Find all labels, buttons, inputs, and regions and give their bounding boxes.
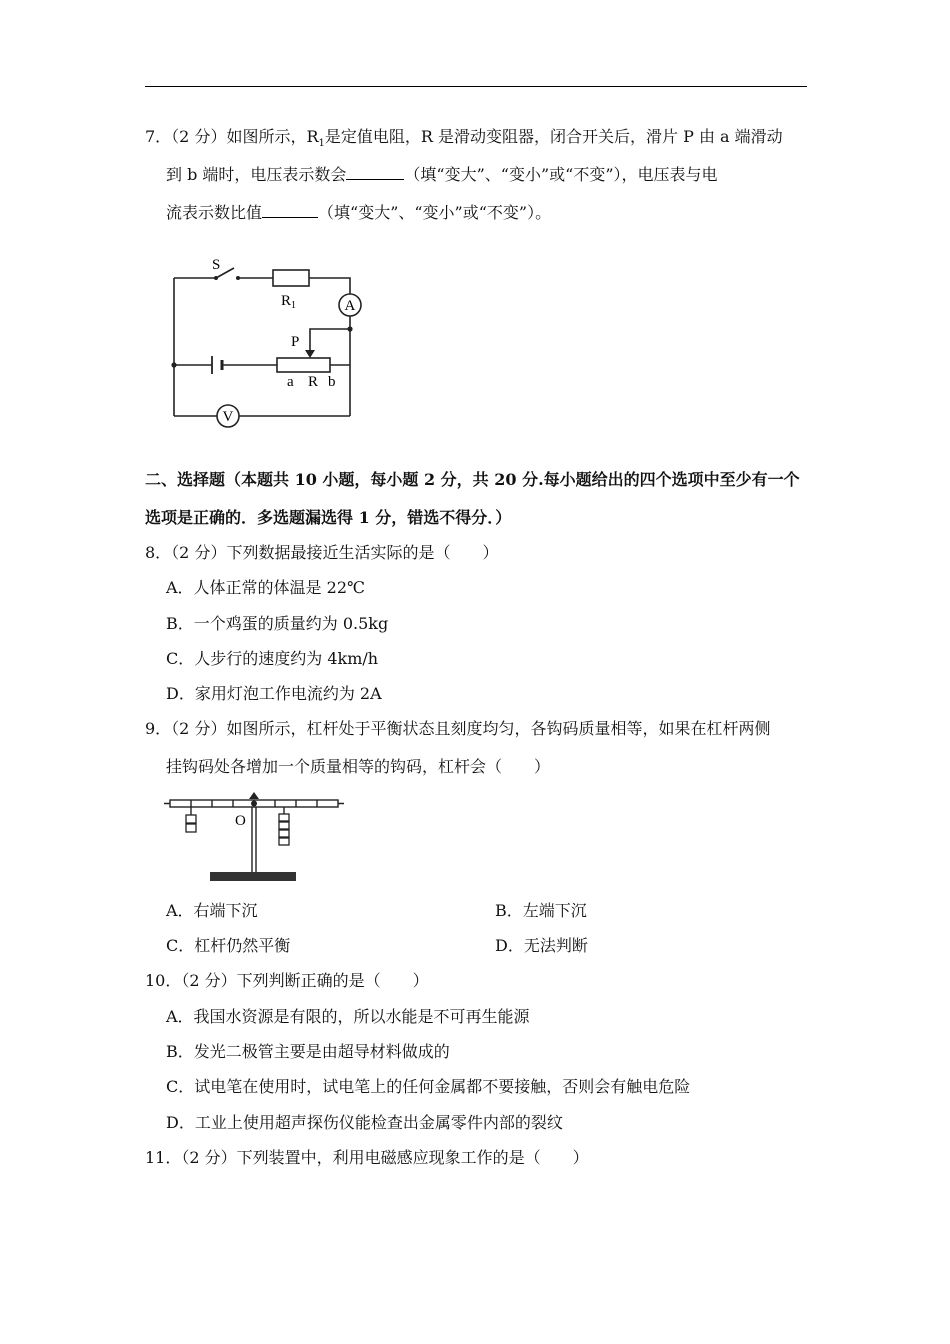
rheostat-end-b-label: b (328, 374, 336, 390)
q9-option-b[interactable]: B．左端下沉 (495, 901, 587, 920)
q7-line-3-b: （填“变大”、“变小”或“不变”）。 (318, 203, 552, 222)
section2-heading-line-1: 二、选择题（本题共 10 小题，每小题 2 分，共 20 分.每小题给出的四个选项中至少有一个 (145, 470, 800, 489)
q7-line-2 (166, 165, 718, 185)
q7-line-2-b: （填“变大”、“变小”或“不变”），电压表与电 (404, 165, 718, 184)
circuit-r1-label (281, 293, 296, 311)
q9-line-1: 9．（2 分）如图所示，杠杆处于平衡状态且刻度均匀，各钩码质量相等，如果在杠杆两侧 (145, 719, 771, 738)
q8-option-b[interactable]: B．一个鸡蛋的质量约为 0.5kg (166, 614, 389, 633)
ammeter-label: A (344, 298, 356, 314)
q7-r1-subscript: 1 (318, 138, 325, 150)
rheostat-r-label: R (308, 374, 319, 390)
header-rule (145, 86, 807, 87)
q8-option-c[interactable]: C．人步行的速度约为 4km/h (166, 649, 379, 668)
q10-stem: 10．（2 分）下列判断正确的是（ ） (145, 971, 429, 990)
rheostat-end-a-label: a (287, 374, 294, 390)
q8-stem: 8．（2 分）下列数据最接近生活实际的是（ ） (145, 543, 499, 562)
q9-option-d[interactable]: D．无法判断 (495, 936, 588, 955)
q7-answer-blank-1[interactable] (346, 165, 404, 180)
q7-line-1-b: 是定值电阻，R 是滑动变阻器，闭合开关后，滑片 P 由 a 端滑动 (324, 127, 783, 146)
q7-circuit-diagram (160, 250, 370, 440)
circuit-switch-label: S (212, 257, 221, 273)
q7-line-1 (145, 127, 783, 154)
q7-line-3 (166, 203, 551, 223)
voltmeter-label: V (222, 409, 234, 425)
lever-pivot-label: O (235, 813, 246, 829)
q11-stem: 11．（2 分）下列装置中，利用电磁感应现象工作的是（ ） (145, 1148, 589, 1167)
q7-line-2-a: 到 b 端时，电压表示数会 (166, 165, 347, 184)
q9-line-2: 挂钩码处各增加一个质量相等的钩码，杠杆会（ ） (166, 757, 551, 776)
q7-line-1-a: 7．（2 分）如图所示，R (145, 127, 319, 146)
q10-option-d[interactable]: D．工业上使用超声探伤仪能检查出金属零件内部的裂纹 (166, 1113, 563, 1132)
q7-line-3-a: 流表示数比值 (166, 203, 263, 222)
q9-lever-diagram (162, 788, 346, 886)
circuit-r1-sub: 1 (291, 300, 297, 311)
q7-answer-blank-2[interactable] (262, 203, 318, 218)
q9-option-c[interactable]: C．杠杆仍然平衡 (166, 936, 291, 955)
slider-label: P (291, 334, 300, 350)
section2-heading-line-2: 选项是正确的．多选题漏选得 1 分，错选不得分．） (145, 508, 512, 527)
q9-option-a[interactable]: A．右端下沉 (166, 901, 258, 920)
q10-option-b[interactable]: B．发光二极管主要是由超导材料做成的 (166, 1042, 450, 1061)
q8-option-d[interactable]: D．家用灯泡工作电流约为 2A (166, 684, 382, 703)
q10-option-a[interactable]: A．我国水资源是有限的，所以水能是不可再生能源 (166, 1007, 530, 1026)
q8-option-a[interactable]: A．人体正常的体温是 22℃ (166, 578, 365, 597)
circuit-r1-main: R (281, 293, 292, 309)
q10-option-c[interactable]: C．试电笔在使用时，试电笔上的任何金属都不要接触，否则会有触电危险 (166, 1077, 691, 1096)
